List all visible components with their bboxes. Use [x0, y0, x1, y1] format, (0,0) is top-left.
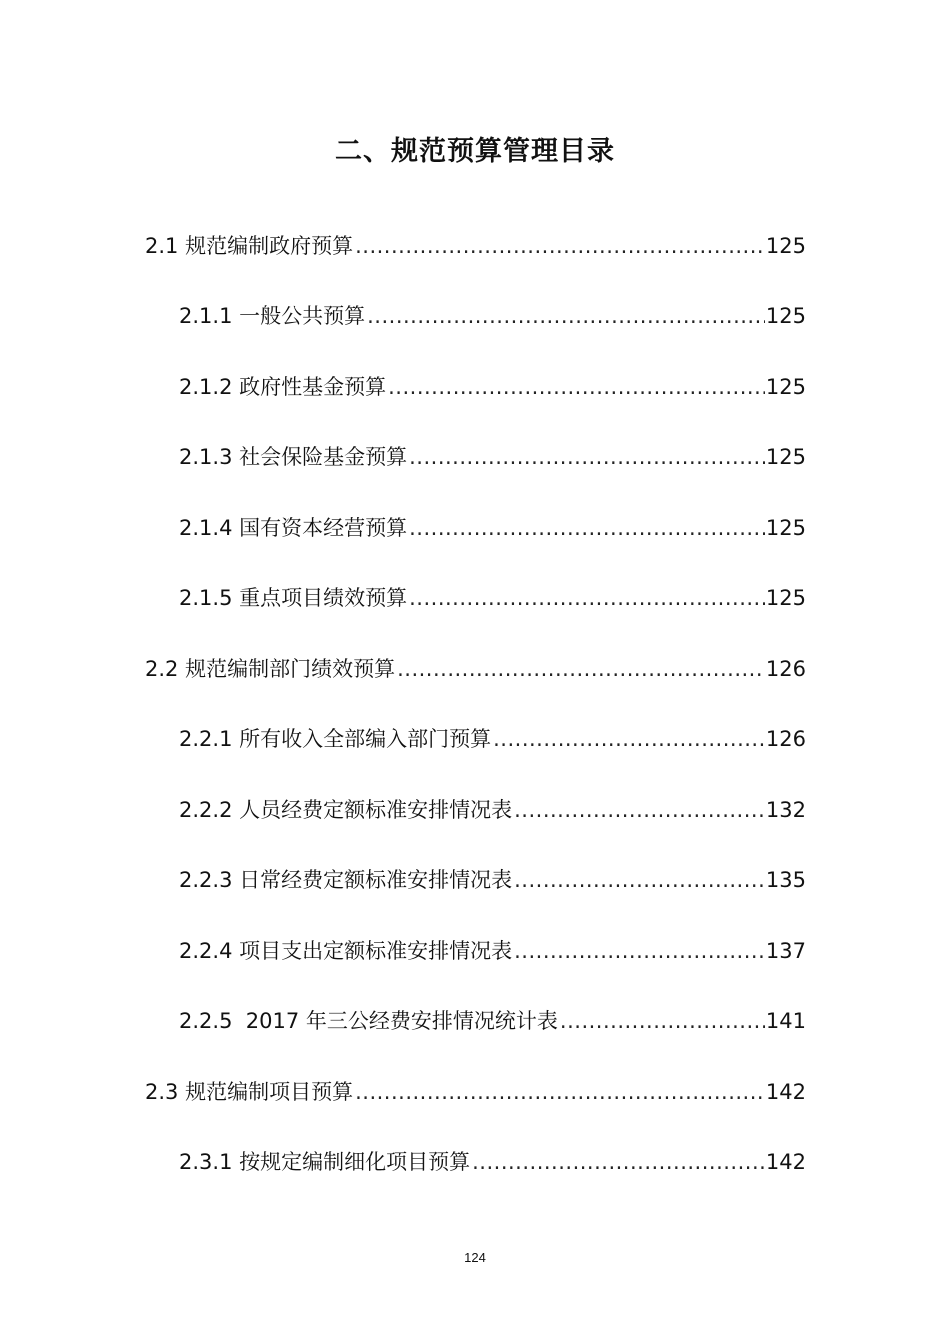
toc-entry-2-1-5[interactable]: [179, 581, 806, 615]
toc-entry-2-2[interactable]: [145, 652, 806, 686]
toc-entry-2-2-4[interactable]: [179, 934, 806, 968]
toc-entry-2-2-3[interactable]: [179, 863, 806, 897]
toc-entry-title: 所有收入全部编入部门预算: [239, 727, 492, 751]
toc-dot-leader: [560, 1004, 765, 1038]
toc-entry-title: 日常经费定额标准安排情况表: [239, 868, 513, 892]
toc-entry-label: [179, 440, 409, 474]
toc-entry-number: 2.2.3: [179, 868, 233, 892]
toc-entry-label: [179, 934, 514, 968]
toc-entry-page: 125: [765, 586, 806, 610]
toc-entry-2-2-1[interactable]: [179, 722, 806, 756]
toc-entry-number: 2.2.2: [179, 798, 233, 822]
toc-entry-label: [145, 652, 397, 686]
toc-entry-title: 重点项目绩效预算: [239, 586, 408, 610]
toc-entry-label: [179, 1145, 472, 1179]
toc-entry-number: 2.3: [145, 1080, 179, 1104]
toc-entry-number: 2.3.1: [179, 1150, 233, 1174]
toc-entry-title: 国有资本经营预算: [239, 516, 408, 540]
toc-entry-number: 2.1.2: [179, 375, 233, 399]
toc-dot-leader: [355, 1075, 765, 1109]
toc-entry-number: 2.2: [145, 657, 179, 681]
toc-dot-leader: [355, 229, 765, 263]
toc-entry-page: 137: [765, 939, 806, 963]
toc-entry-label: [145, 229, 355, 263]
page-title: 二、规范预算管理目录: [335, 136, 615, 167]
toc-dot-leader: [493, 722, 765, 756]
toc-entry-number: 2.1.4: [179, 516, 233, 540]
toc-entry-number: 2.2.4: [179, 939, 233, 963]
toc-entry-2-3[interactable]: [145, 1075, 806, 1109]
toc-entry-page: 132: [765, 798, 806, 822]
toc-entry-page: 142: [765, 1150, 806, 1174]
toc-entry-2-2-2[interactable]: [179, 793, 806, 827]
toc-dot-leader: [514, 793, 765, 827]
toc-dot-leader: [367, 299, 765, 333]
toc-entry-number: 2.2.1: [179, 727, 233, 751]
toc-entry-page: 125: [765, 445, 806, 469]
toc-entry-label: [179, 511, 409, 545]
toc-dot-leader: [514, 863, 765, 897]
toc-entry-page: 135: [765, 868, 806, 892]
toc-entry-title: 政府性基金预算: [239, 375, 387, 399]
toc-dot-leader: [409, 581, 765, 615]
toc-entry-title: 人员经费定额标准安排情况表: [239, 798, 513, 822]
toc-entry-title: 社会保险基金预算: [239, 445, 408, 469]
toc-entry-number: 2.2.5: [179, 1009, 233, 1033]
toc-dot-leader: [514, 934, 765, 968]
toc-entry-title: 一般公共预算: [239, 304, 366, 328]
toc-entry-label: [179, 863, 514, 897]
page-number: 124: [464, 1250, 486, 1265]
toc-entry-2-1-1[interactable]: [179, 299, 806, 333]
toc-dot-leader: [472, 1145, 765, 1179]
toc-entry-label: [179, 581, 409, 615]
toc-entry-number: 2.1.3: [179, 445, 233, 469]
toc-dot-leader: [409, 511, 765, 545]
toc-entry-title: 规范编制部门绩效预算: [185, 657, 396, 681]
toc-entry-2-1-2[interactable]: [179, 370, 806, 404]
toc-entry-number: 2.1.1: [179, 304, 233, 328]
toc-entry-label: [179, 1004, 560, 1038]
toc-entry-page: 125: [765, 516, 806, 540]
toc-dot-leader: [388, 370, 765, 404]
toc-entry-page: 125: [765, 234, 806, 258]
toc-entry-2-2-5[interactable]: [179, 1004, 806, 1038]
toc-entry-title: 规范编制政府预算: [185, 234, 354, 258]
toc-entry-label: [145, 1075, 355, 1109]
toc-entry-2-1[interactable]: [145, 229, 806, 263]
toc-entry-page: 125: [765, 375, 806, 399]
toc-entry-label: [179, 722, 493, 756]
toc-entry-number: 2.1.5: [179, 586, 233, 610]
toc-entry-page: 142: [765, 1080, 806, 1104]
toc-dot-leader: [409, 440, 765, 474]
toc-entry-title: 按规定编制细化项目预算: [239, 1150, 471, 1174]
toc-entry-2-3-1[interactable]: [179, 1145, 806, 1179]
toc-entry-2-1-4[interactable]: [179, 511, 806, 545]
toc-entry-label: [179, 370, 388, 404]
toc-entry-page: 141: [765, 1009, 806, 1033]
toc-entry-page: 126: [765, 727, 806, 751]
toc-entry-title: 项目支出定额标准安排情况表: [239, 939, 513, 963]
toc-entry-label: [179, 299, 367, 333]
toc-entry-title: 规范编制项目预算: [185, 1080, 354, 1104]
toc-dot-leader: [397, 652, 765, 686]
toc-entry-title: 2017 年三公经费安排情况统计表: [239, 1009, 558, 1033]
toc-entry-page: 125: [765, 304, 806, 328]
toc-entry-number: 2.1: [145, 234, 179, 258]
toc-entry-label: [179, 793, 514, 827]
toc-entry-2-1-3[interactable]: [179, 440, 806, 474]
toc-entry-page: 126: [765, 657, 806, 681]
